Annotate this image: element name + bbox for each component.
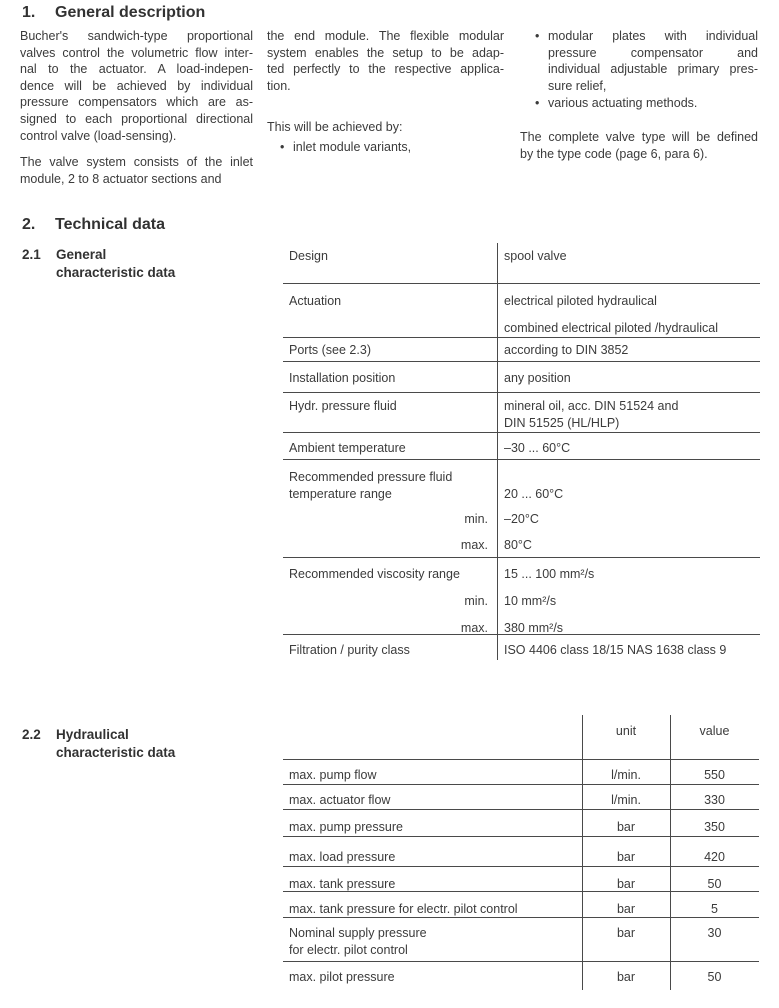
section-1-title: General description	[55, 4, 206, 21]
row-unit: bar	[616, 877, 636, 891]
intro-column-3	[520, 28, 758, 162]
table-subrow-min	[283, 508, 760, 534]
paragraph: This will be achieved by:	[267, 120, 403, 135]
row-label: Ambient temperature	[289, 441, 406, 455]
row-value: –30 ... 60°C	[504, 441, 571, 455]
table-subrow-max	[283, 534, 760, 554]
section-2-1-number: 2.1	[22, 247, 41, 262]
row-value: 330	[704, 793, 725, 807]
row-label: max. actuator flow	[289, 793, 391, 807]
section-2-1-heading	[22, 246, 262, 281]
row-label: max. pump flow	[289, 768, 377, 782]
paragraph: The complete valve type will be defined by the type code (page 6, para 6).	[520, 129, 758, 161]
row-value: 5	[711, 902, 718, 916]
paragraph: the end module. The flexible modular system enables the setup to be adap- ted perfectly to the respective applica- tion.	[267, 29, 504, 93]
section-2-2-number: 2.2	[22, 727, 41, 742]
table-row-design	[283, 243, 760, 284]
row-label: Design	[289, 249, 328, 263]
row-value: 420	[704, 850, 725, 864]
row-label: Actuation	[289, 294, 342, 308]
table-row-tank-pressure-pilot	[283, 892, 759, 918]
row-label: max. pump pressure	[289, 820, 403, 834]
paragraph: The valve system consists of the inlet module, 2 to 8 actuator sections and	[20, 155, 253, 186]
row-value: any position	[504, 371, 571, 385]
row-value-line: combined electrical piloted /hydraulical	[504, 320, 719, 335]
section-1-number: 1.	[22, 4, 36, 21]
table-subrow-max	[283, 619, 760, 637]
table-row-actuation	[283, 284, 760, 338]
row-label: max. tank pressure for electr. pilot control	[289, 902, 518, 916]
section-2-2-title: Hydraulical characteristic data	[56, 727, 176, 760]
table-subrow-min	[283, 593, 760, 619]
table-row-pilot-pressure	[283, 962, 759, 990]
row-unit: l/min.	[611, 793, 641, 807]
table-row-tank-pressure	[283, 867, 759, 892]
section-2-1-title: General characteristic data	[56, 247, 176, 280]
section-2-number: 2.	[22, 216, 36, 233]
hydraulical-characteristic-table	[283, 715, 759, 990]
min-value: –20°C	[504, 512, 539, 526]
list-item-text: various actuating methods.	[548, 96, 698, 111]
row-label: Hydr. pressure fluid	[289, 399, 397, 413]
row-value: 20 ... 60°C	[504, 487, 564, 501]
table-row-load-pressure	[283, 837, 759, 867]
table-row-ambient-temperature	[283, 433, 760, 460]
min-value: 10 mm²/s	[504, 594, 557, 608]
table-row-pressure-fluid	[283, 393, 760, 433]
intro-column-1	[20, 28, 253, 187]
table-row-actuator-flow	[283, 785, 759, 810]
row-value: spool valve	[504, 249, 567, 263]
table-row-pump-flow	[283, 760, 759, 785]
row-value: 50	[707, 970, 722, 984]
min-label: min.	[464, 512, 488, 526]
table-row-fluid-temperature-range	[283, 460, 760, 558]
table-row-nominal-supply-pressure	[283, 918, 759, 962]
intro-column-2	[267, 28, 504, 156]
bullet-icon: •	[280, 139, 285, 154]
list-item-text: modular plates with individual pressure compensator and individual adjustable primary pres- sure relief,	[548, 29, 758, 93]
table-row-filtration	[283, 635, 760, 660]
list-item-text: inlet module variants,	[293, 139, 412, 154]
row-label: Nominal supply pressure for electr. pilot control	[289, 926, 427, 957]
table-row-installation	[283, 362, 760, 393]
row-label: max. load pressure	[289, 850, 396, 864]
row-value: ISO 4406 class 18/15 NAS 1638 class 9	[504, 643, 727, 657]
value-header: value	[699, 724, 730, 738]
row-value: according to DIN 3852	[504, 343, 629, 357]
row-label: Ports (see 2.3)	[289, 343, 371, 357]
row-label: Recommended pressure fluid temperature range	[289, 470, 453, 501]
row-unit: bar	[616, 970, 636, 984]
max-value: 380 mm²/s	[504, 621, 564, 635]
max-label: max.	[460, 621, 488, 635]
section-2-2-heading	[22, 726, 262, 761]
table-subrow	[283, 460, 760, 508]
table-column-divider	[670, 715, 671, 990]
header-spacer	[283, 715, 582, 759]
table-row-viscosity-range	[283, 558, 760, 635]
row-label: max. tank pressure	[289, 877, 396, 891]
row-label: max. pilot pressure	[289, 970, 395, 984]
list-item	[520, 28, 758, 94]
unit-header: unit	[615, 724, 637, 738]
row-value-line: electrical piloted hydraulical	[504, 294, 657, 308]
table-column-divider	[582, 715, 583, 990]
bullet-icon: •	[535, 96, 540, 111]
min-label: min.	[464, 594, 488, 608]
row-unit: bar	[616, 820, 636, 834]
row-unit: bar	[616, 902, 636, 916]
row-value	[497, 284, 760, 337]
paragraph: Bucher's sandwich-type proportional valves control the volumetric flow inter- nal to the actuator. A load-indepen- dence will be achieved by individual pressure compensators which are as- signed to each proportional directional control valve (load-sensing).	[20, 29, 253, 143]
section-2-heading	[22, 215, 422, 235]
row-value: mineral oil, acc. DIN 51524 and DIN 51525 (HL/HLP)	[504, 399, 679, 430]
row-label: Filtration / purity class	[289, 643, 410, 657]
row-value: 350	[704, 820, 725, 834]
row-label: Installation position	[289, 371, 396, 385]
row-unit: l/min.	[611, 768, 641, 782]
row-label: Recommended viscosity range	[289, 567, 460, 581]
list-item	[267, 139, 504, 156]
row-unit: bar	[616, 850, 636, 864]
table-row-ports	[283, 338, 760, 362]
row-value: 30	[707, 926, 722, 940]
list-item	[520, 95, 758, 112]
row-unit: bar	[616, 926, 636, 940]
table-subrow	[283, 558, 760, 593]
table-column-divider	[497, 243, 498, 660]
section-1-heading	[22, 3, 422, 23]
section-2-title: Technical data	[55, 216, 165, 233]
max-value: 80°C	[504, 538, 532, 552]
general-characteristic-table	[283, 243, 760, 660]
row-value: 15 ... 100 mm²/s	[504, 567, 595, 581]
row-value: 50	[707, 877, 722, 891]
table-header-row	[283, 715, 759, 760]
bullet-icon: •	[535, 29, 540, 43]
table-row-pump-pressure	[283, 810, 759, 837]
max-label: max.	[460, 538, 488, 552]
row-value: 550	[704, 768, 725, 782]
